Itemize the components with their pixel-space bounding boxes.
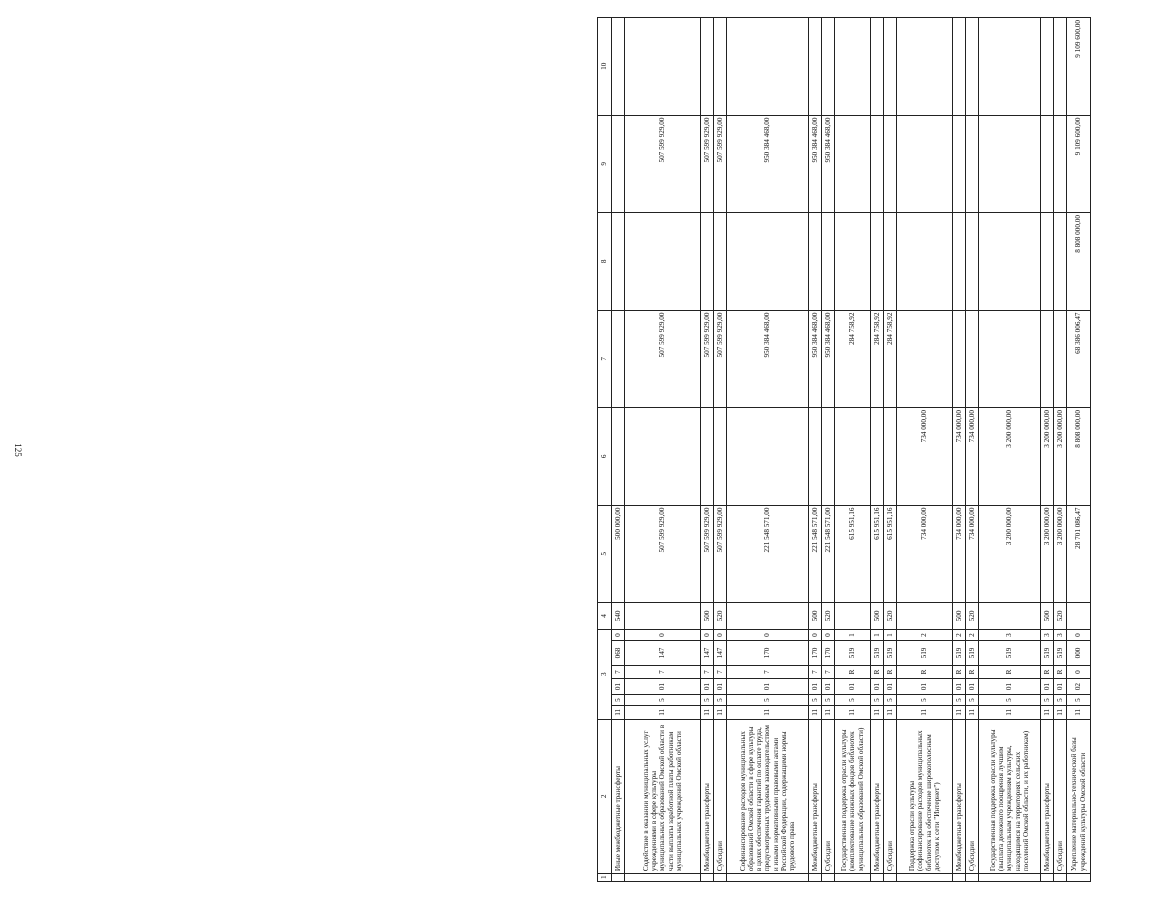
row-amount <box>871 18 884 116</box>
row-code: 0 <box>1067 629 1091 640</box>
header-cell: 4 <box>598 603 612 630</box>
table-row <box>1067 18 1091 882</box>
table-row <box>714 18 727 882</box>
row-name: Субсидии <box>884 719 897 874</box>
row-first-cell <box>714 874 727 882</box>
row-code: 519 <box>871 641 884 666</box>
header-row <box>598 18 612 882</box>
row-code: 7 <box>625 665 701 678</box>
row-code: 5 <box>884 694 897 705</box>
row-type <box>625 603 701 630</box>
row-name: Межбюджетные трансферты <box>1041 719 1054 874</box>
row-code: 11 <box>979 706 1041 719</box>
row-amount <box>979 18 1041 116</box>
row-code: 519 <box>884 641 897 666</box>
row-amount <box>1054 18 1067 116</box>
table-row <box>871 18 884 882</box>
row-amount <box>953 310 966 407</box>
row-type: 520 <box>1054 603 1067 630</box>
row-code: 5 <box>701 694 714 705</box>
row-amount <box>625 213 701 310</box>
row-amount: 221 548 571,00 <box>809 505 822 602</box>
row-amount <box>1041 213 1054 310</box>
row-amount <box>809 408 822 505</box>
table-row <box>966 18 979 882</box>
row-amount: 950 384 468,00 <box>822 115 835 212</box>
row-code: 11 <box>966 706 979 719</box>
row-amount <box>871 408 884 505</box>
row-amount: 734 000,00 <box>966 408 979 505</box>
row-amount <box>966 310 979 407</box>
row-amount: 507 599 929,00 <box>714 505 727 602</box>
row-amount: 9 109 600,00 <box>1067 115 1091 212</box>
row-amount: 950 384 468,00 <box>727 310 809 407</box>
row-first-cell <box>612 874 625 882</box>
row-first-cell <box>953 874 966 882</box>
row-first-cell <box>809 874 822 882</box>
row-amount <box>835 408 871 505</box>
row-code: 11 <box>701 706 714 719</box>
row-amount <box>612 18 625 116</box>
row-code: 01 <box>953 679 966 695</box>
row-amount: 3 200 000,00 <box>1041 408 1054 505</box>
row-amount <box>625 18 701 116</box>
row-code: 11 <box>1041 706 1054 719</box>
row-type: 500 <box>701 603 714 630</box>
table-row <box>1041 18 1054 882</box>
row-code: 7 <box>714 665 727 678</box>
row-code: 01 <box>822 679 835 695</box>
row-name: Межбюджетные трансферты <box>871 719 884 874</box>
row-amount: 734 000,00 <box>897 505 953 602</box>
row-amount: 734 000,00 <box>953 505 966 602</box>
row-code: R <box>953 665 966 678</box>
row-amount: 615 951,16 <box>835 505 871 602</box>
row-amount <box>1041 310 1054 407</box>
row-amount <box>1054 115 1067 212</box>
row-amount <box>714 408 727 505</box>
row-code: 5 <box>835 694 871 705</box>
row-amount: 950 384 468,00 <box>809 115 822 212</box>
row-first-cell <box>871 874 884 882</box>
row-code: R <box>979 665 1041 678</box>
row-amount <box>835 115 871 212</box>
row-amount: 3 200 000,00 <box>979 505 1041 602</box>
row-code: 01 <box>1054 679 1067 695</box>
row-code: R <box>897 665 953 678</box>
row-code: 11 <box>1067 706 1091 719</box>
row-amount <box>1054 213 1067 310</box>
row-amount <box>884 213 897 310</box>
table-row <box>612 18 625 882</box>
row-code: 11 <box>835 706 871 719</box>
row-code: 0 <box>701 629 714 640</box>
row-amount: 3 200 000,00 <box>979 408 1041 505</box>
row-code: 519 <box>966 641 979 666</box>
row-amount: 68 386 006,47 <box>1067 310 1091 407</box>
row-amount <box>979 115 1041 212</box>
row-amount <box>884 18 897 116</box>
row-code: 11 <box>809 706 822 719</box>
row-name: Межбюджетные трансферты <box>953 719 966 874</box>
row-code: 11 <box>727 706 809 719</box>
row-code: 11 <box>822 706 835 719</box>
row-amount: 221 548 571,00 <box>822 505 835 602</box>
row-code: 01 <box>1041 679 1054 695</box>
row-code: 5 <box>727 694 809 705</box>
row-code: 519 <box>897 641 953 666</box>
row-first-cell <box>979 874 1041 882</box>
row-amount <box>884 408 897 505</box>
row-amount: 8 808 000,00 <box>1067 213 1091 310</box>
header-cell: 3 <box>598 629 612 719</box>
row-code: 0 <box>727 629 809 640</box>
row-code: 01 <box>701 679 714 695</box>
row-amount <box>897 115 953 212</box>
row-code: 1 <box>871 629 884 640</box>
row-type: 500 <box>953 603 966 630</box>
row-amount <box>701 408 714 505</box>
row-code: 01 <box>727 679 809 695</box>
row-amount <box>871 115 884 212</box>
row-code: R <box>871 665 884 678</box>
row-amount <box>953 115 966 212</box>
row-code: 11 <box>871 706 884 719</box>
row-code: 11 <box>625 706 701 719</box>
table-row <box>897 18 953 882</box>
row-type: 540 <box>612 603 625 630</box>
row-first-cell <box>727 874 809 882</box>
row-code: 2 <box>897 629 953 640</box>
row-amount: 8 808 000,00 <box>1067 408 1091 505</box>
header-cell: 7 <box>598 310 612 407</box>
row-name: Субсидии <box>822 719 835 874</box>
row-amount <box>966 213 979 310</box>
row-first-cell <box>701 874 714 882</box>
row-amount <box>727 408 809 505</box>
row-first-cell <box>1054 874 1067 882</box>
row-type: 500 <box>871 603 884 630</box>
row-amount <box>835 18 871 116</box>
row-code: R <box>966 665 979 678</box>
table-row <box>727 18 809 882</box>
row-code: 02 <box>1067 679 1091 695</box>
row-amount: 950 384 468,00 <box>727 115 809 212</box>
row-amount <box>897 310 953 407</box>
row-amount <box>1054 310 1067 407</box>
row-first-cell <box>884 874 897 882</box>
row-amount: 3 200 000,00 <box>1041 505 1054 602</box>
row-code: 01 <box>884 679 897 695</box>
row-name: Иные межбюджетные трансферты <box>612 719 625 874</box>
row-code: 170 <box>809 641 822 666</box>
row-code: 519 <box>979 641 1041 666</box>
row-amount <box>727 213 809 310</box>
row-name: Субсидии <box>966 719 979 874</box>
row-amount <box>612 408 625 505</box>
row-amount: 9 109 600,00 <box>1067 18 1091 116</box>
row-amount <box>871 213 884 310</box>
row-first-cell <box>625 874 701 882</box>
row-amount <box>1041 18 1054 116</box>
row-code: 5 <box>979 694 1041 705</box>
row-code: 11 <box>897 706 953 719</box>
row-amount <box>897 213 953 310</box>
row-code: R <box>1054 665 1067 678</box>
row-amount: 507 599 929,00 <box>625 115 701 212</box>
row-first-cell <box>1067 874 1091 882</box>
row-name: Субсидии <box>1054 719 1067 874</box>
row-amount: 950 384 468,00 <box>822 310 835 407</box>
row-code: 147 <box>625 641 701 666</box>
row-code: 5 <box>714 694 727 705</box>
row-name: Содействие в оказании муниципальных услуг учреждениями в сфере культуры муниципальных образований Омской области в части выплаты заработной платы работникам муниципальных учреждений Омской области <box>625 719 701 874</box>
row-first-cell <box>966 874 979 882</box>
row-code: 01 <box>625 679 701 695</box>
row-code: 519 <box>953 641 966 666</box>
row-type <box>1067 603 1091 630</box>
row-amount: 507 599 929,00 <box>714 310 727 407</box>
row-code: 5 <box>1054 694 1067 705</box>
row-amount: 500 000,00 <box>612 505 625 602</box>
row-amount: 734 000,00 <box>897 408 953 505</box>
row-code: R <box>835 665 871 678</box>
table-row <box>979 18 1041 882</box>
row-amount: 734 000,00 <box>966 505 979 602</box>
row-code: 2 <box>966 629 979 640</box>
row-code: 5 <box>966 694 979 705</box>
row-type: 520 <box>966 603 979 630</box>
row-first-cell <box>1041 874 1054 882</box>
row-code: 01 <box>612 679 625 695</box>
row-code: 3 <box>1041 629 1054 640</box>
page-number: 125 <box>13 443 23 457</box>
row-code: 0 <box>1067 665 1091 678</box>
row-first-cell <box>835 874 871 882</box>
row-code: 01 <box>979 679 1041 695</box>
row-name: Поддержка отрасли культуры (софинансирование расходов муниципальных библиотек на обеспечение широкополосным доступом к сети "Интернет") <box>897 719 953 874</box>
row-amount <box>822 213 835 310</box>
row-amount: 284 758,92 <box>871 310 884 407</box>
row-code: 0 <box>809 629 822 640</box>
row-amount: 950 384 468,00 <box>809 310 822 407</box>
row-amount: 284 758,92 <box>884 310 897 407</box>
row-amount: 615 951,16 <box>884 505 897 602</box>
row-amount <box>953 213 966 310</box>
row-amount: 615 951,16 <box>871 505 884 602</box>
row-code: R <box>884 665 897 678</box>
row-type <box>979 603 1041 630</box>
row-code: 519 <box>1054 641 1067 666</box>
row-first-cell <box>822 874 835 882</box>
budget-table <box>597 17 1091 882</box>
row-code: 0 <box>625 629 701 640</box>
row-code: 11 <box>1054 706 1067 719</box>
row-amount: 507 599 929,00 <box>701 505 714 602</box>
header-cell: 5 <box>598 505 612 602</box>
table-row <box>884 18 897 882</box>
row-amount: 507 599 929,00 <box>701 115 714 212</box>
table-row <box>625 18 701 882</box>
row-code: 5 <box>953 694 966 705</box>
header-cell: 9 <box>598 115 612 212</box>
row-amount: 3 200 000,00 <box>1054 505 1067 602</box>
table-row <box>809 18 822 882</box>
row-code: 5 <box>1067 694 1091 705</box>
row-amount <box>835 213 871 310</box>
row-amount <box>1041 115 1054 212</box>
rotated-page <box>597 17 1157 882</box>
row-code: 7 <box>612 665 625 678</box>
row-amount <box>809 18 822 116</box>
row-code: 0 <box>714 629 727 640</box>
row-code: 01 <box>966 679 979 695</box>
row-amount <box>714 18 727 116</box>
table-row <box>835 18 871 882</box>
row-amount: 507 599 929,00 <box>714 115 727 212</box>
row-amount: 28 701 086,47 <box>1067 505 1091 602</box>
row-code: 01 <box>897 679 953 695</box>
row-code: 3 <box>979 629 1041 640</box>
row-code: 170 <box>727 641 809 666</box>
row-amount <box>701 213 714 310</box>
row-code: 1 <box>884 629 897 640</box>
row-code: 519 <box>1041 641 1054 666</box>
header-cell: 10 <box>598 18 612 116</box>
row-amount: 507 599 929,00 <box>701 310 714 407</box>
row-amount <box>822 408 835 505</box>
row-code: 000 <box>1067 641 1091 666</box>
row-amount: 284 758,92 <box>835 310 871 407</box>
table-row <box>701 18 714 882</box>
row-code: 170 <box>822 641 835 666</box>
row-type: 520 <box>714 603 727 630</box>
row-code: 7 <box>727 665 809 678</box>
header-cell: 1 <box>598 874 612 882</box>
header-cell: 8 <box>598 213 612 310</box>
row-code: 01 <box>871 679 884 695</box>
row-amount <box>897 18 953 116</box>
row-code: 068 <box>612 641 625 666</box>
row-code: 7 <box>809 665 822 678</box>
row-type <box>727 603 809 630</box>
row-code: 519 <box>835 641 871 666</box>
row-code: 1 <box>835 629 871 640</box>
row-code: 0 <box>822 629 835 640</box>
row-code: 5 <box>625 694 701 705</box>
row-code: 147 <box>701 641 714 666</box>
row-code: 01 <box>835 679 871 695</box>
row-code: 5 <box>809 694 822 705</box>
row-amount <box>953 18 966 116</box>
row-code: 5 <box>822 694 835 705</box>
row-code: 0 <box>612 629 625 640</box>
row-code: 11 <box>953 706 966 719</box>
row-code: 5 <box>1041 694 1054 705</box>
row-code: 01 <box>714 679 727 695</box>
row-amount <box>714 213 727 310</box>
row-amount: 3 200 000,00 <box>1054 408 1067 505</box>
row-amount <box>884 115 897 212</box>
row-code: 3 <box>1054 629 1067 640</box>
row-amount: 734 000,00 <box>953 408 966 505</box>
table-row <box>1054 18 1067 882</box>
row-type: 520 <box>822 603 835 630</box>
row-type: 500 <box>1041 603 1054 630</box>
row-code: 01 <box>809 679 822 695</box>
row-code: 11 <box>884 706 897 719</box>
row-type: 500 <box>809 603 822 630</box>
row-code: R <box>1041 665 1054 678</box>
row-amount <box>979 213 1041 310</box>
row-code: 5 <box>897 694 953 705</box>
row-type <box>897 603 953 630</box>
row-name: Софинансирование расходов муниципальных образований Омской области в сфере культуры в целях обеспечения гарантий по оплате труда, предусмотренных трудовым законодательством и иными нормативными правовыми актами Российской Федерации, содержащими нормы трудового права <box>727 719 809 874</box>
row-name: Государственная поддержка отрасли культуры (выплата денежного поощрения лучшим муниципальным учреждениям культуры, находящимся на территориях сельских поселений Омской области, и их работникам) <box>979 719 1041 874</box>
row-name: Субсидии <box>714 719 727 874</box>
row-code: 5 <box>612 694 625 705</box>
header-cell: 6 <box>598 408 612 505</box>
row-code: 5 <box>871 694 884 705</box>
row-amount <box>822 18 835 116</box>
row-code: 7 <box>701 665 714 678</box>
row-amount: 221 548 571,00 <box>727 505 809 602</box>
row-amount <box>625 408 701 505</box>
row-name: Межбюджетные трансферты <box>809 719 822 874</box>
row-name: Укрепление материально-технической базы учреждений культуры Омской области <box>1067 719 1091 874</box>
row-amount <box>966 115 979 212</box>
header-cell: 2 <box>598 719 612 874</box>
row-amount <box>701 18 714 116</box>
row-amount <box>966 18 979 116</box>
row-amount <box>979 310 1041 407</box>
row-code: 147 <box>714 641 727 666</box>
row-code: 7 <box>822 665 835 678</box>
row-amount <box>809 213 822 310</box>
row-code: 2 <box>953 629 966 640</box>
row-name: Межбюджетные трансферты <box>701 719 714 874</box>
row-type <box>835 603 871 630</box>
row-code: 11 <box>714 706 727 719</box>
row-amount: 507 599 929,00 <box>625 310 701 407</box>
row-amount <box>612 310 625 407</box>
row-amount <box>612 213 625 310</box>
table-row <box>822 18 835 882</box>
row-amount: 507 599 929,00 <box>625 505 701 602</box>
table-row <box>953 18 966 882</box>
row-amount <box>612 115 625 212</box>
row-type: 520 <box>884 603 897 630</box>
row-amount <box>727 18 809 116</box>
row-first-cell <box>897 874 953 882</box>
row-code: 11 <box>612 706 625 719</box>
row-name: Государственная поддержка отрасли культуры (комплектование книжных фондов библиотек муниципальных образований Омской области) <box>835 719 871 874</box>
